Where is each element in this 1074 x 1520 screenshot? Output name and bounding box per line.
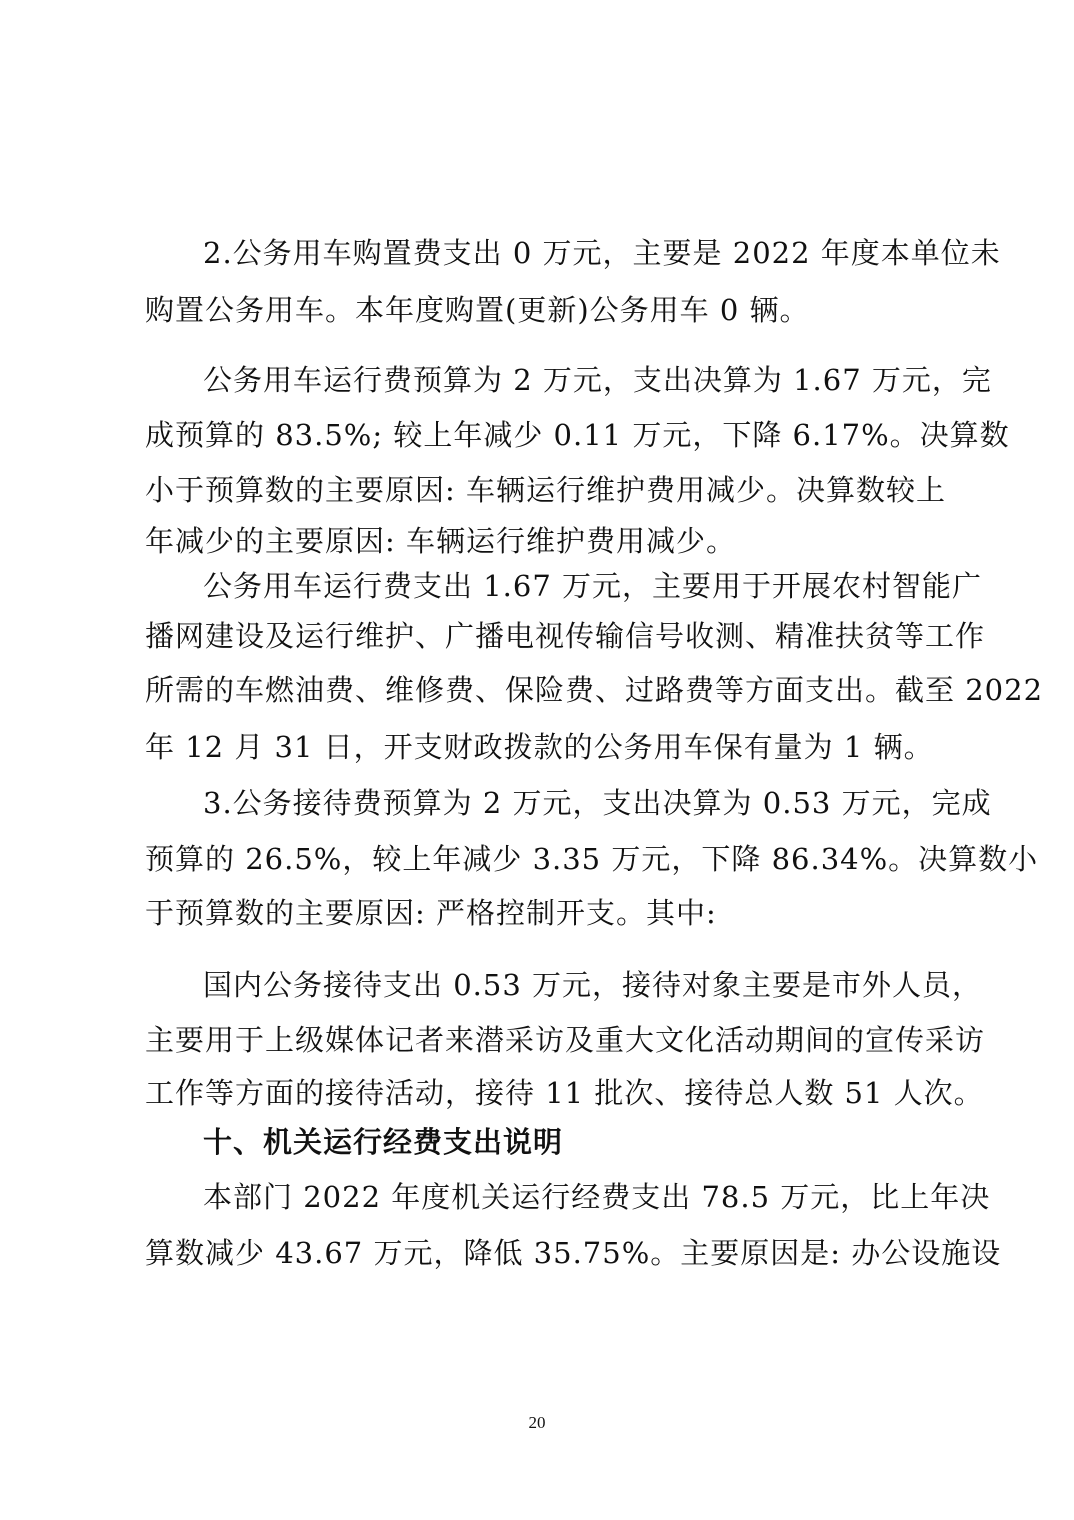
text-line: 购置公务用车。本年度购置(更新)公务用车 0 辆。 [145,293,810,327]
text-line: 所需的车燃油费、维修费、保险费、过路费等方面支出。截至 2022 [145,673,1044,707]
text-line: 3.公务接待费预算为 2 万元，支出决算为 0.53 万元，完成 [203,786,992,820]
text-line: 小于预算数的主要原因: 车辆运行维护费用减少。决算数较上 [145,473,946,507]
section-heading: 十、机关运行经费支出说明 [203,1125,564,1159]
text-line: 主要用于上级媒体记者来潜采访及重大文化活动期间的宣传采访 [145,1023,986,1057]
text-line: 于预算数的主要原因: 严格控制开支。其中: [145,896,717,930]
text-line: 工作等方面的接待活动，接待 11 批次、接待总人数 51 人次。 [145,1076,984,1110]
text-line: 预算的 26.5%，较上年减少 3.35 万元，下降 86.34%。决算数小 [145,842,1039,876]
text-line: 算数减少 43.67 万元，降低 35.75%。主要原因是: 办公设施设 [145,1236,1002,1270]
text-line: 成预算的 83.5%; 较上年减少 0.11 万元，下降 6.17%。决算数 [145,418,1010,452]
text-line: 年 12 月 31 日，开支财政拨款的公务用车保有量为 1 辆。 [145,730,934,764]
text-line: 公务用车运行费支出 1.67 万元，主要用于开展农村智能广 [203,569,983,603]
text-line: 本部门 2022 年度机关运行经费支出 78.5 万元，比上年决 [203,1180,991,1214]
text-line: 年减少的主要原因: 车辆运行维护费用减少。 [145,524,736,558]
text-line: 2.公务用车购置费支出 0 万元，主要是 2022 年度本单位未 [203,236,1001,270]
text-line: 国内公务接待支出 0.53 万元，接待对象主要是市外人员， [203,968,983,1002]
text-line: 播网建设及运行维护、广播电视传输信号收测、精准扶贫等工作 [145,619,986,653]
text-line: 公务用车运行费预算为 2 万元，支出决算为 1.67 万元，完 [203,363,992,397]
page-number: 20 [528,1413,546,1432]
